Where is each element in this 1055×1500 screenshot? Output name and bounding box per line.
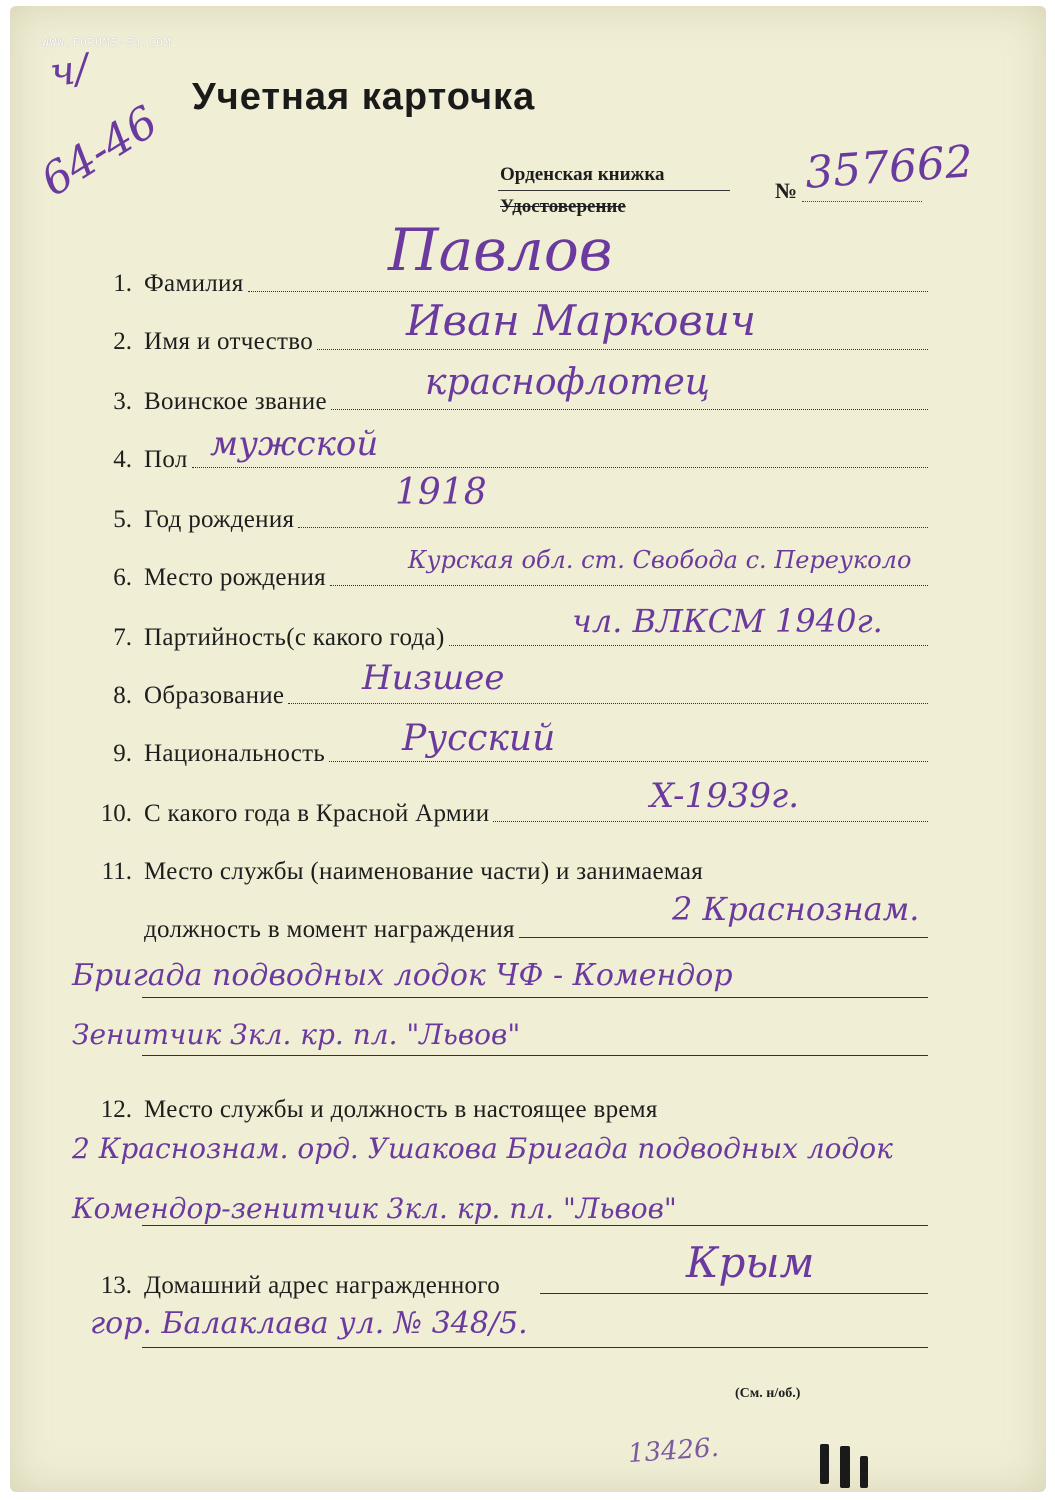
value-service-at-award: 2 Краснознам. xyxy=(672,890,920,928)
doc-type-certificate: Удостоверение xyxy=(500,196,626,217)
field-number: 9. xyxy=(113,740,132,767)
field-label: Пол xyxy=(144,446,188,473)
field-number: 1. xyxy=(113,270,132,297)
value-sex: мужской xyxy=(210,424,379,464)
field-label: Имя и отчество xyxy=(144,328,313,355)
field-number: 10. xyxy=(100,800,132,827)
value-party: чл. ВЛКСМ 1940г. xyxy=(572,602,883,640)
value-service-at-award-2: Бригада подводных лодок ЧФ - Комендор xyxy=(72,958,733,993)
field-label: Год рождения xyxy=(144,506,295,533)
field-number: 11. xyxy=(101,858,132,885)
ink-mark xyxy=(820,1444,829,1484)
field-label: Фамилия xyxy=(144,270,244,297)
field-fill-line xyxy=(449,645,928,646)
field-label: С какого года в Красной Армии xyxy=(144,800,490,827)
watermark: WWW.FORUMS-SU.COM xyxy=(42,36,172,49)
field-fill-line xyxy=(331,409,928,410)
value-rank: краснофлотец xyxy=(425,362,710,403)
margin-note-top: ч/ xyxy=(46,45,92,97)
field-current-service xyxy=(88,1084,928,1124)
field-fill-line xyxy=(493,821,928,822)
field-number: 3. xyxy=(113,388,132,415)
field-number: 7. xyxy=(113,624,132,651)
field-number: 13. xyxy=(100,1272,132,1299)
field-label: должность в момент награждения xyxy=(144,916,515,943)
field-number: 8. xyxy=(113,682,132,709)
field-label: Место рождения xyxy=(144,564,326,591)
value-current-service: 2 Краснознам. орд. Ушакова Бригада подводных лодок xyxy=(72,1132,893,1165)
field-label: Воинское звание xyxy=(144,388,327,415)
bottom-note: 13426. xyxy=(627,1432,720,1470)
field-fill-line xyxy=(317,349,928,350)
field-birth-year xyxy=(88,494,928,534)
value-birth-year: 1918 xyxy=(395,472,487,513)
field-number: 4. xyxy=(113,446,132,473)
value-home-address-2: гор. Балаклава ул. № 348/5. xyxy=(90,1306,528,1341)
value-nationality: Русский xyxy=(402,718,556,759)
value-name-patronymic: Иван Маркович xyxy=(406,296,757,345)
field-fill-line xyxy=(248,291,929,292)
field-label: Домашний адрес награжденного xyxy=(144,1272,501,1299)
value-army-since: X-1939г. xyxy=(650,776,799,816)
field-fill-line xyxy=(540,1293,928,1294)
field-number: 12. xyxy=(100,1096,132,1123)
field-fill-line xyxy=(519,937,928,938)
field-fill-line xyxy=(192,467,928,468)
value-home-address: Крым xyxy=(686,1238,815,1287)
number-sign: № xyxy=(775,178,798,203)
field-army-since xyxy=(88,788,928,828)
record-card xyxy=(10,6,1046,1492)
field-label: Национальность xyxy=(144,740,326,767)
field-label: Образование xyxy=(144,682,285,709)
see-reverse-note: (См. н/об.) xyxy=(735,1386,801,1401)
margin-note-bottom: 64-46 xyxy=(32,96,167,207)
fill-line xyxy=(142,1346,928,1348)
value-education: Низшее xyxy=(362,658,505,698)
fill-line xyxy=(142,1054,928,1056)
value-surname: Павлов xyxy=(388,216,613,284)
field-service-at-award xyxy=(88,846,928,886)
field-number: 6. xyxy=(113,564,132,591)
field-fill-line xyxy=(329,761,928,762)
field-education xyxy=(88,670,928,710)
field-number: 2. xyxy=(113,328,132,355)
number-line xyxy=(802,201,922,202)
fill-line xyxy=(142,996,928,998)
doc-type-order-book: Орденская книжка xyxy=(500,164,665,185)
field-fill-line xyxy=(330,585,928,586)
page-title: Учетная карточка xyxy=(192,76,536,118)
field-label: Место службы (наименование части) и занимаемая xyxy=(144,858,704,885)
field-label: Партийность(с какого года) xyxy=(144,624,445,651)
value-current-service-2: Комендор-зенитчик 3кл. кр. пл. "Львов" xyxy=(72,1192,677,1225)
value-birth-place: Курская обл. ст. Свобода с. Переуколо xyxy=(408,546,912,574)
field-label: Место службы и должность в настоящее время xyxy=(144,1096,658,1123)
doc-type-divider xyxy=(498,190,730,191)
ink-mark xyxy=(860,1456,868,1488)
field-fill-line xyxy=(288,703,928,704)
value-service-at-award-3: Зенитчик 3кл. кр. пл. "Львов" xyxy=(72,1018,521,1051)
field-fill-line xyxy=(298,527,928,528)
ink-mark xyxy=(840,1446,850,1488)
field-number: 5. xyxy=(113,506,132,533)
document-number: 357662 xyxy=(803,136,975,199)
